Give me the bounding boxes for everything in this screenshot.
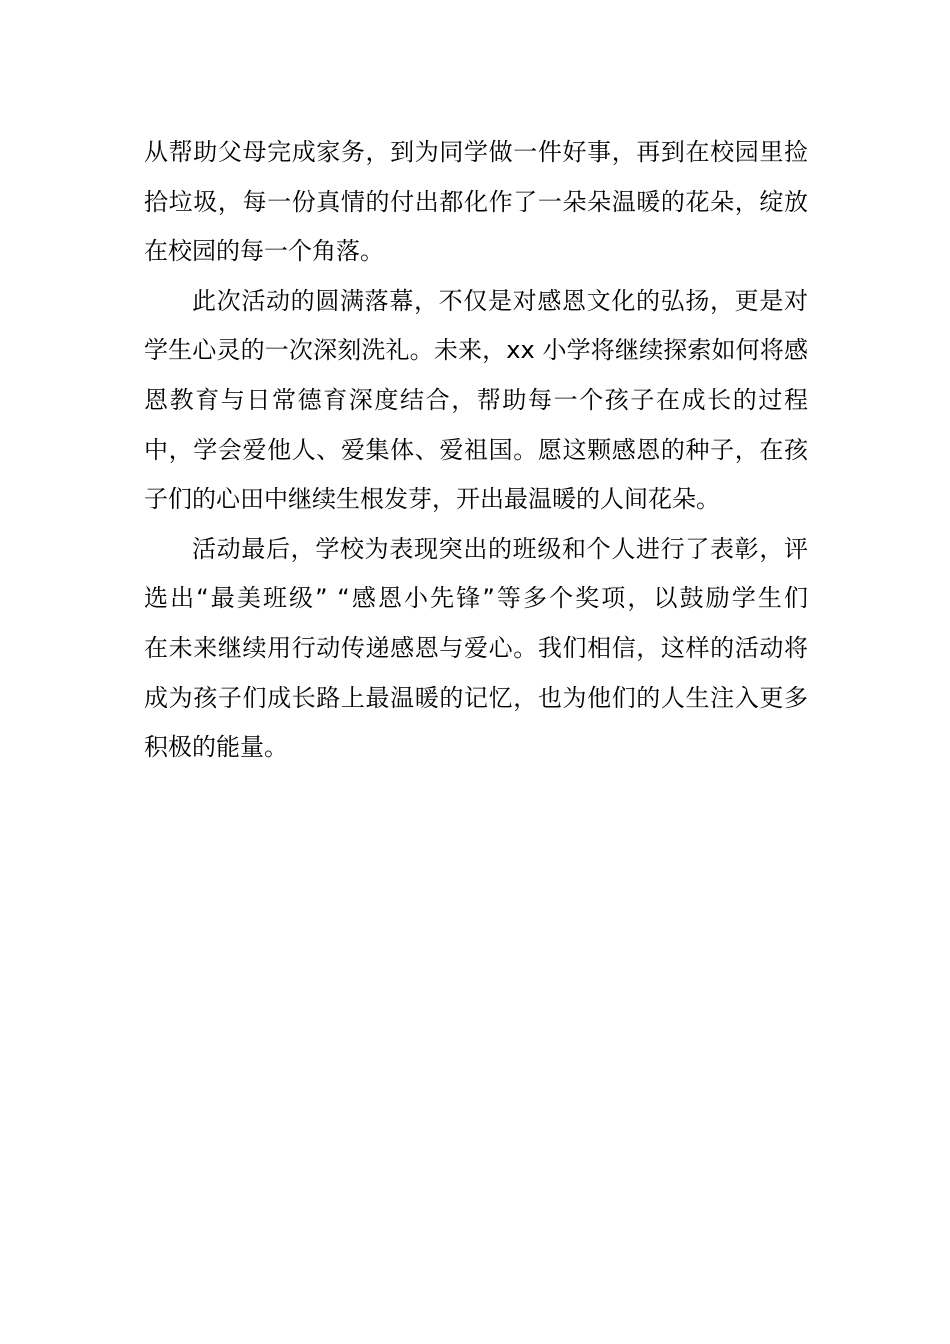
paragraph-3: [144, 525, 808, 773]
paragraph-line: 积极的能量。: [144, 733, 288, 762]
paragraph-line: 在校园的每一个角落。: [144, 237, 384, 266]
paragraph-line: 中，学会爱他人、爱集体、爱祖国。愿这颗感恩的种子，在孩: [144, 435, 808, 464]
paragraph-line: 子们的心田中继续生根发芽，开出最温暖的人间花朵。: [144, 485, 720, 514]
paragraph-line: 在未来继续用行动传递感恩与爱心。我们相信，这样的活动将: [144, 633, 808, 662]
paragraph-1: [144, 128, 808, 277]
paragraph-line: 成为孩子们成长路上最温暖的记忆，也为他们的人生注入更多: [144, 683, 808, 712]
document-body: [144, 128, 808, 773]
paragraph-line: 学生心灵的一次深刻洗礼。未来，xx 小学将继续探索如何将感: [144, 336, 808, 365]
paragraph-line: 从帮助父母完成家务，到为同学做一件好事，再到在校园里捡: [144, 138, 808, 166]
paragraph-line: 活动最后，学校为表现突出的班级和个人进行了表彰，评: [192, 534, 808, 563]
paragraph-2: [144, 277, 808, 525]
paragraph-line: 此次活动的圆满落幕，不仅是对感恩文化的弘扬，更是对: [192, 286, 808, 315]
paragraph-line: 选出“最美班级” “感恩小先锋”等多个奖项，以鼓励学生们: [144, 584, 808, 613]
paragraph-line: 拾垃圾，每一份真情的付出都化作了一朵朵温暖的花朵，绽放: [144, 187, 808, 216]
paragraph-line: 恩教育与日常德育深度结合，帮助每一个孩子在成长的过程: [144, 385, 808, 414]
